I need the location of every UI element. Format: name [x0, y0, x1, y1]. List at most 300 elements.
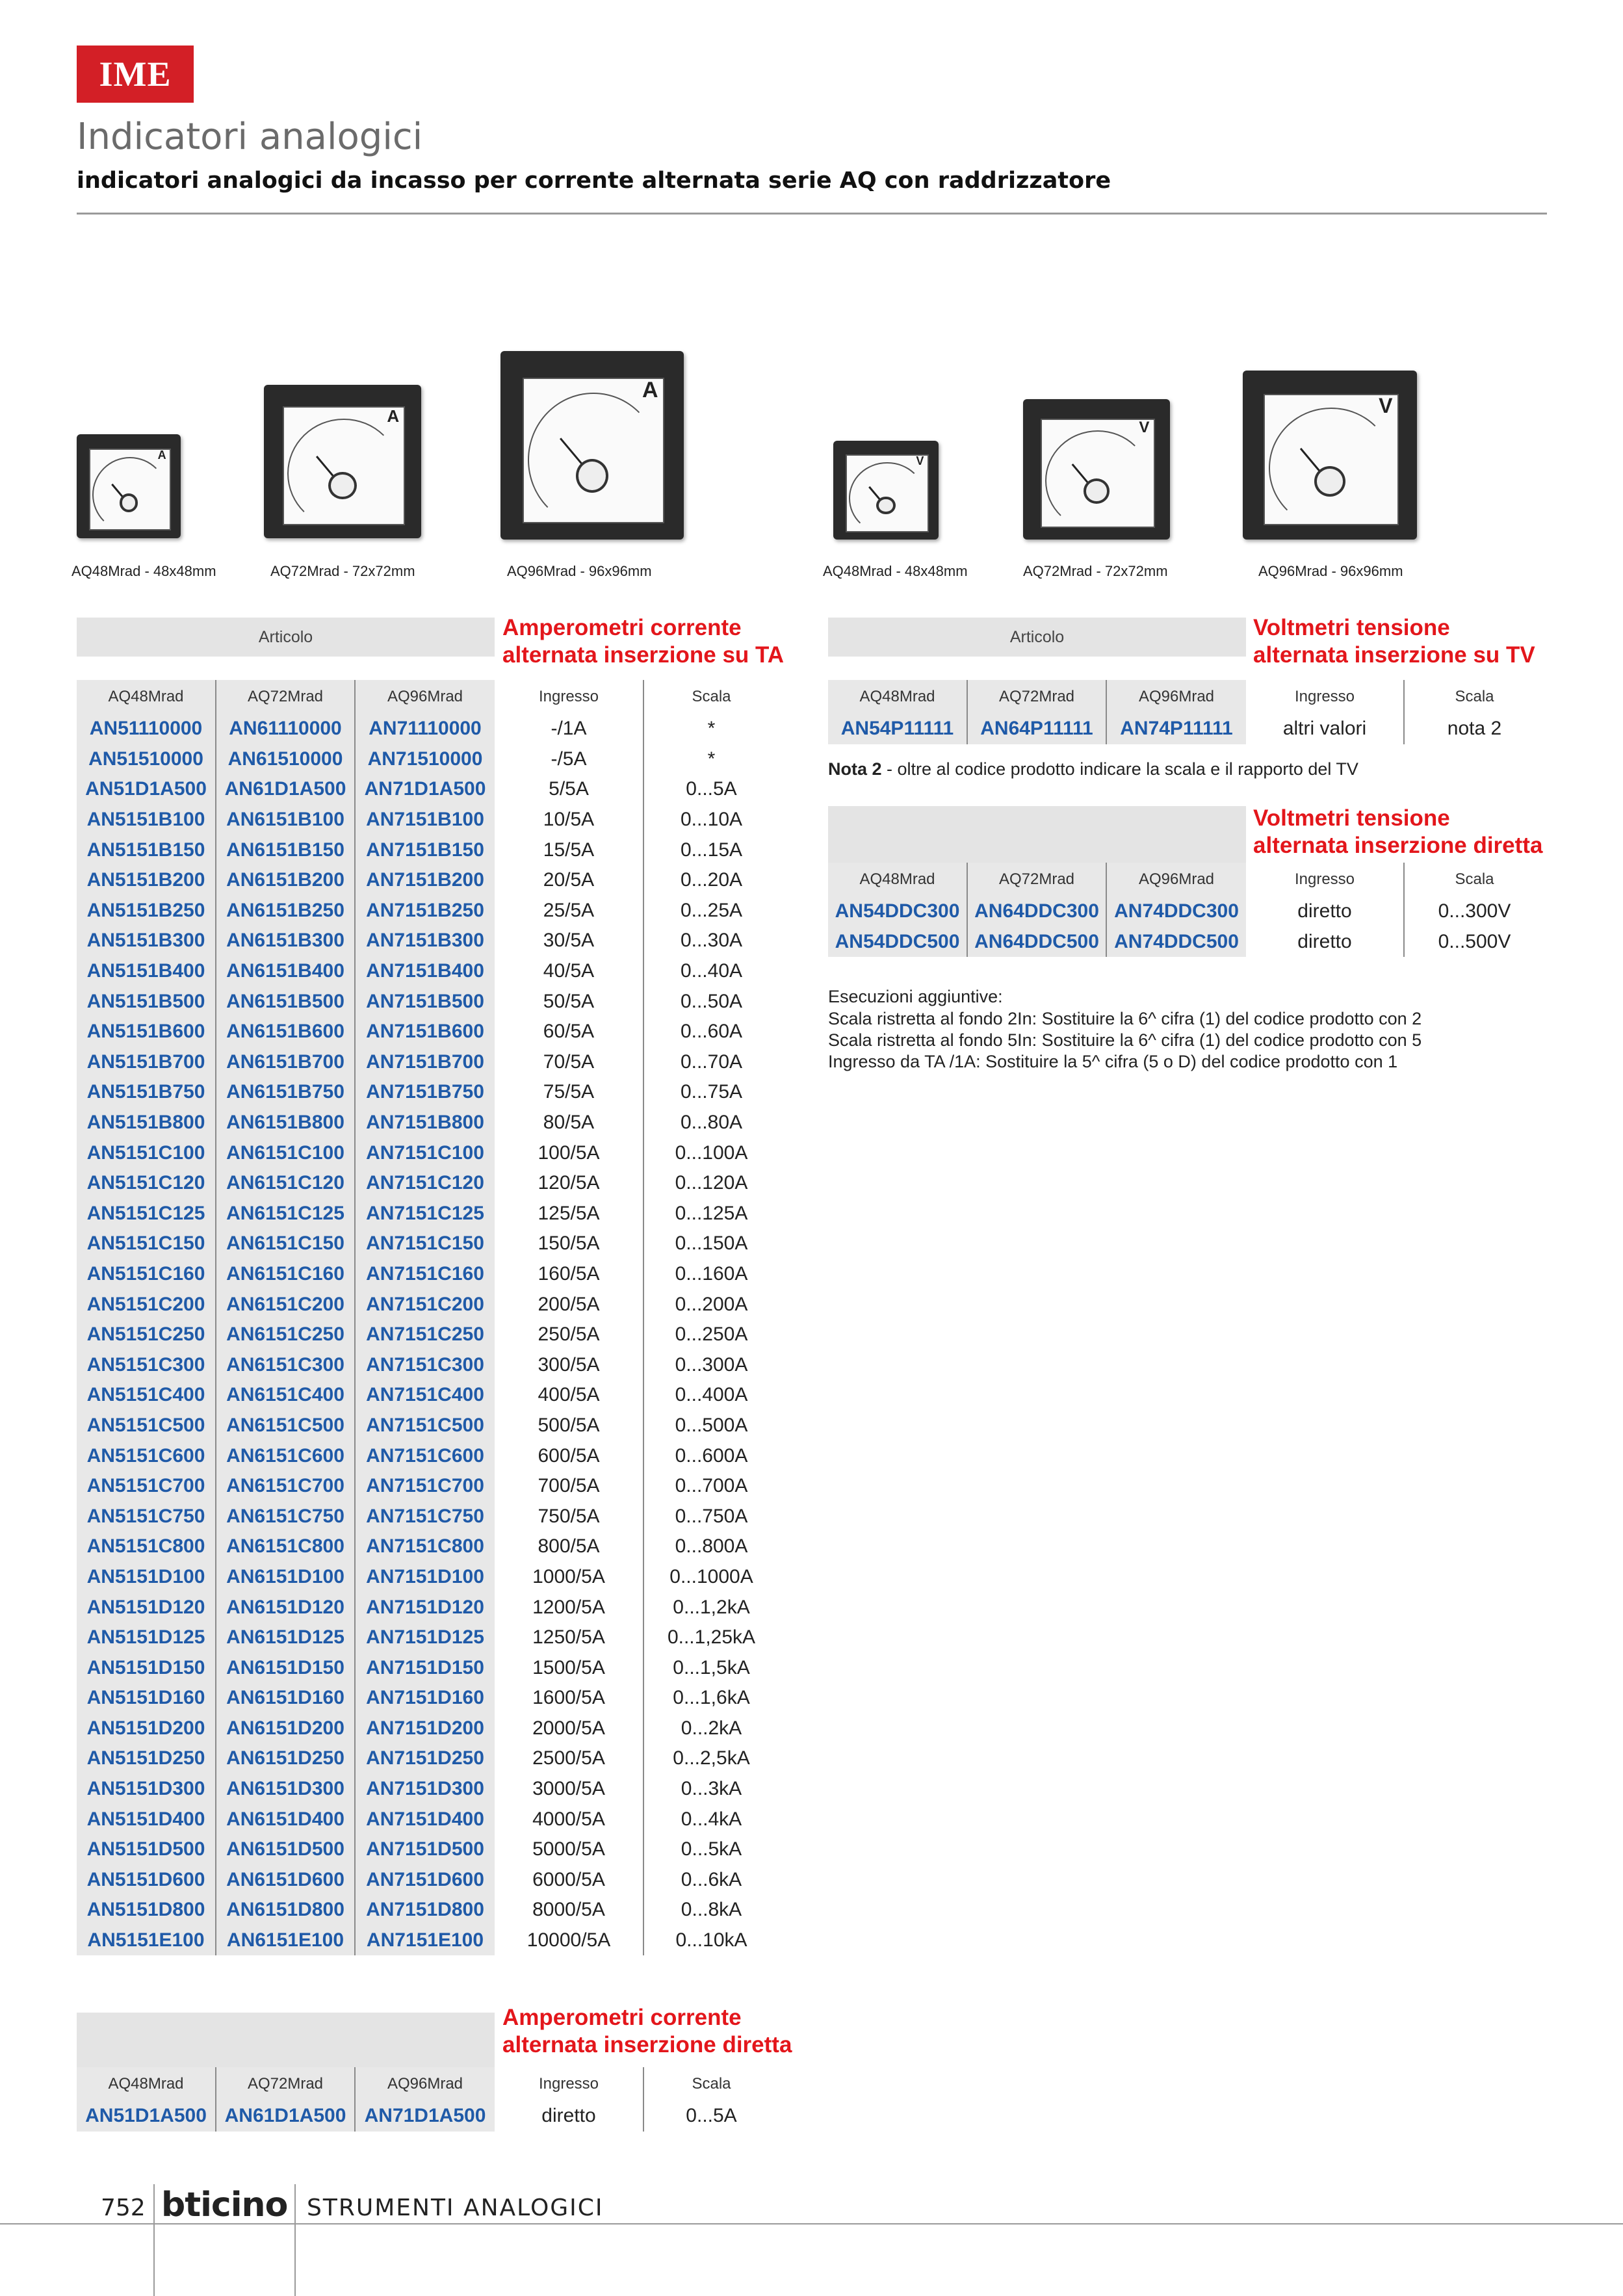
scala-value: 0...750A — [675, 1505, 748, 1527]
product-code: AN5151B300 — [77, 926, 216, 956]
ingresso-value: 600/5A — [495, 1441, 643, 1471]
table-row — [77, 865, 779, 896]
volt-tv-articolo-bar — [828, 618, 1246, 657]
volt-tv-table — [828, 680, 1544, 744]
scala-value: nota 2 — [1447, 718, 1502, 740]
product-code: AN5151C100 — [77, 1138, 216, 1168]
table-row — [77, 986, 779, 1017]
product-code: AN6151D120 — [216, 1592, 355, 1623]
product-code: AN5151C300 — [77, 1350, 216, 1380]
scala-value: 0...1,25kA — [667, 1626, 756, 1649]
product-code: AN61110000 — [216, 714, 355, 744]
product-code: AN7151B150 — [355, 835, 495, 865]
scala-value: 0...160A — [675, 1262, 748, 1285]
table-row — [77, 1623, 779, 1653]
ingresso-value: 80/5A — [495, 1108, 643, 1138]
table-row — [77, 1714, 779, 1744]
table-row — [77, 1592, 779, 1623]
product-code: AN6151B500 — [216, 986, 355, 1017]
product-code: AN5151C200 — [77, 1289, 216, 1320]
scala-value: 0...1,6kA — [673, 1687, 750, 1709]
product-code: AN6151B100 — [216, 805, 355, 835]
product-code: AN6151D400 — [216, 1804, 355, 1834]
product-code: AN5151C750 — [77, 1501, 216, 1532]
product-code: AN6151D250 — [216, 1743, 355, 1774]
product-code: AN5151D125 — [77, 1623, 216, 1653]
table-row — [77, 1471, 779, 1502]
scala-value: 0...20A — [680, 869, 743, 891]
scala-value: 0...1000A — [669, 1565, 753, 1587]
product-code: AN6151B200 — [216, 865, 355, 896]
table-row — [77, 1108, 779, 1138]
product-code: AN5151B800 — [77, 1108, 216, 1138]
product-code: AN6151C200 — [216, 1289, 355, 1320]
ingresso-value: 200/5A — [495, 1289, 643, 1320]
product-code: AN5151C120 — [77, 1168, 216, 1199]
volt-direct-title: Voltmetri tensione alternata inserzione diretta — [1253, 805, 1543, 858]
product-code: AN5151B500 — [77, 986, 216, 1017]
product-code: AN6151B700 — [216, 1047, 355, 1078]
extra-title: Esecuzioni aggiuntive: — [828, 987, 1003, 1006]
product-code: AN7151B700 — [355, 1047, 495, 1078]
scala-value: 0...125A — [675, 1202, 748, 1224]
table-row — [77, 1289, 779, 1320]
scala-value: 0...120A — [675, 1172, 748, 1194]
table-header-row — [828, 863, 1544, 896]
product-code: AN5151C125 — [77, 1199, 216, 1229]
ingresso-value: 160/5A — [495, 1259, 643, 1290]
ingresso-value: 15/5A — [495, 835, 643, 865]
product-code: AN6151C700 — [216, 1471, 355, 1502]
ingresso-value: altri valori — [1246, 714, 1404, 744]
product-code: AN6151C300 — [216, 1350, 355, 1380]
table-row — [77, 1320, 779, 1350]
product-code: AN54DDC500 — [828, 927, 967, 958]
product-code: AN54P11111 — [828, 714, 967, 744]
product-code: AN7151D150 — [355, 1652, 495, 1683]
product-code: AN7151C125 — [355, 1199, 495, 1229]
table-row — [77, 1865, 779, 1896]
ingresso-value: 70/5A — [495, 1047, 643, 1078]
scala-value: 0...800A — [675, 1535, 748, 1558]
caption-amp-96: AQ96Mrad - 96x96mm — [507, 563, 652, 579]
product-code: AN7151C160 — [355, 1259, 495, 1290]
ingresso-value: 6000/5A — [495, 1865, 643, 1896]
product-code: AN5151B600 — [77, 1017, 216, 1047]
product-code: AN6151B600 — [216, 1017, 355, 1047]
column-header: AQ72Mrad — [967, 863, 1106, 896]
ingresso-value: 300/5A — [495, 1350, 643, 1380]
table-header-row — [77, 2067, 779, 2101]
ingresso-value: 800/5A — [495, 1532, 643, 1562]
ime-logo: IME — [77, 46, 194, 103]
product-code: AN5151D160 — [77, 1683, 216, 1714]
product-code: AN5151D120 — [77, 1592, 216, 1623]
table-row — [77, 1259, 779, 1290]
product-code: AN7151C400 — [355, 1380, 495, 1411]
product-code: AN5151C700 — [77, 1471, 216, 1502]
product-code: AN6151C120 — [216, 1168, 355, 1199]
caption-volt-48: AQ48Mrad - 48x48mm — [823, 563, 968, 579]
product-code: AN6151C800 — [216, 1532, 355, 1562]
product-code: AN5151E100 — [77, 1925, 216, 1956]
scala-value: 0...2kA — [681, 1717, 742, 1739]
scala-value: 0...25A — [680, 899, 743, 921]
product-code: AN7151B600 — [355, 1017, 495, 1047]
product-code: AN6151D150 — [216, 1652, 355, 1683]
product-code: AN6151B250 — [216, 896, 355, 926]
articolo-label: Articolo — [1009, 628, 1065, 646]
ingresso-value: 25/5A — [495, 896, 643, 926]
scala-value: 0...5kA — [681, 1838, 742, 1860]
extra-line-3: Ingresso da TA /1A: Sostituire la 5^ cifra (5 o D) del codice prodotto con 1 — [828, 1052, 1398, 1071]
product-code: AN7151C750 — [355, 1501, 495, 1532]
column-header: Scala — [692, 2075, 731, 2093]
product-code: AN71D1A500 — [355, 774, 495, 805]
table-row — [77, 744, 779, 775]
product-code: AN6151C125 — [216, 1199, 355, 1229]
column-header: AQ72Mrad — [216, 680, 355, 714]
scala-value: 0...5A — [686, 2105, 737, 2127]
product-code: AN5151D100 — [77, 1562, 216, 1593]
ingresso-value: 10000/5A — [495, 1925, 643, 1956]
ingresso-value: 1000/5A — [495, 1562, 643, 1593]
scala-value: 0...60A — [680, 1021, 743, 1043]
nota-2-text: - oltre al codice prodotto indicare la scala e il rapporto del TV — [881, 759, 1358, 779]
table-row — [77, 1501, 779, 1532]
ingresso-value: 30/5A — [495, 926, 643, 956]
table-row — [77, 835, 779, 865]
product-code: AN71D1A500 — [355, 2101, 495, 2132]
ingresso-value: 100/5A — [495, 1138, 643, 1168]
column-header: AQ96Mrad — [1106, 680, 1246, 714]
table-row — [77, 1774, 779, 1805]
table-row — [77, 1229, 779, 1259]
product-code: AN7151C200 — [355, 1289, 495, 1320]
product-code: AN64DDC300 — [967, 896, 1106, 927]
product-code: AN7151C100 — [355, 1138, 495, 1168]
scala-value: 0...75A — [680, 1081, 743, 1103]
extra-line-2: Scala ristretta al fondo 5In: Sostituire la 6^ cifra (1) del codice prodotto con 5 — [828, 1030, 1422, 1050]
volt-direct-table — [828, 863, 1544, 957]
ingresso-value: 750/5A — [495, 1501, 643, 1532]
scala-value: 0...1,5kA — [673, 1656, 750, 1678]
product-code: AN61D1A500 — [216, 2101, 355, 2132]
column-header: Scala — [1455, 870, 1494, 888]
column-header: Ingresso — [495, 680, 643, 714]
product-code: AN7151C700 — [355, 1471, 495, 1502]
table-row — [77, 1683, 779, 1714]
amp-ta-table — [77, 680, 779, 1955]
scala-value: 0...6kA — [681, 1868, 742, 1890]
scala-value: 0...600A — [675, 1444, 748, 1467]
ingresso-value: 125/5A — [495, 1199, 643, 1229]
bticino-logo: bticino — [161, 2185, 288, 2224]
amp-ta-title: Amperometri corrente alternata inserzione su TA — [502, 615, 785, 668]
table-row — [77, 1168, 779, 1199]
product-code: AN6151D100 — [216, 1562, 355, 1593]
scala-value: 0...100A — [675, 1141, 748, 1164]
ingresso-value: 150/5A — [495, 1229, 643, 1259]
table-row — [828, 714, 1544, 744]
ingresso-value: 75/5A — [495, 1077, 643, 1108]
nota-2 — [828, 759, 1358, 779]
scala-value: 0...500V — [1438, 930, 1511, 952]
scala-value: * — [707, 718, 716, 740]
product-code: AN5151C500 — [77, 1411, 216, 1441]
scala-value: 0...300A — [675, 1353, 748, 1376]
product-code: AN7151C150 — [355, 1229, 495, 1259]
table-row — [77, 1411, 779, 1441]
product-code: AN6151B400 — [216, 956, 355, 987]
scala-value: 0...200A — [675, 1293, 748, 1315]
ingresso-value: 10/5A — [495, 805, 643, 835]
product-code: AN61510000 — [216, 744, 355, 775]
scala-value: 0...150A — [675, 1233, 748, 1255]
product-code: AN7151C250 — [355, 1320, 495, 1350]
voltmeter-96-image: V — [1243, 371, 1417, 540]
product-code: AN7151C120 — [355, 1168, 495, 1199]
product-code: AN6151E100 — [216, 1925, 355, 1956]
page-number: 752 — [101, 2195, 146, 2221]
column-header: AQ48Mrad — [828, 680, 967, 714]
product-code: AN6151B750 — [216, 1077, 355, 1108]
product-code: AN7151D160 — [355, 1683, 495, 1714]
footer-divider-1 — [153, 2184, 155, 2296]
ingresso-value: diretto — [1246, 896, 1404, 927]
amp-direct-table — [77, 2067, 779, 2132]
ingresso-value: 5/5A — [495, 774, 643, 805]
caption-volt-72: AQ72Mrad - 72x72mm — [1023, 563, 1168, 579]
product-code: AN51510000 — [77, 744, 216, 775]
scala-value: 0...40A — [680, 960, 743, 982]
caption-volt-96: AQ96Mrad - 96x96mm — [1258, 563, 1403, 579]
table-row — [77, 1895, 779, 1925]
product-code: AN7151D800 — [355, 1895, 495, 1925]
product-code: AN51D1A500 — [77, 2101, 216, 2132]
amp-direct-gray-bar — [77, 2013, 495, 2070]
table-row — [77, 956, 779, 987]
product-code: AN5151B200 — [77, 865, 216, 896]
product-code: AN7151C600 — [355, 1441, 495, 1471]
product-code: AN6151C400 — [216, 1380, 355, 1411]
scala-value: 0...500A — [675, 1414, 748, 1436]
table-row — [77, 1652, 779, 1683]
column-header: AQ72Mrad — [216, 2067, 355, 2101]
voltmeter-72-image: V — [1023, 399, 1170, 540]
product-code: AN5151C400 — [77, 1380, 216, 1411]
product-code: AN6151D125 — [216, 1623, 355, 1653]
scala-value: 0...80A — [680, 1112, 743, 1134]
product-code: AN7151D200 — [355, 1714, 495, 1744]
product-code: AN7151C500 — [355, 1411, 495, 1441]
product-code: AN7151D100 — [355, 1562, 495, 1593]
product-code: AN7151D500 — [355, 1834, 495, 1865]
product-code: AN6151D500 — [216, 1834, 355, 1865]
column-header: AQ96Mrad — [1106, 863, 1246, 896]
ingresso-value: -/1A — [495, 714, 643, 744]
product-code: AN5151D800 — [77, 1895, 216, 1925]
product-code: AN5151D500 — [77, 1834, 216, 1865]
amp-direct-title: Amperometri corrente alternata inserzione diretta — [502, 2005, 792, 2057]
ingresso-value: 4000/5A — [495, 1804, 643, 1834]
ingresso-value: 50/5A — [495, 986, 643, 1017]
product-code: AN7151B100 — [355, 805, 495, 835]
table-row — [77, 805, 779, 835]
scala-value: 0...70A — [680, 1050, 743, 1073]
product-code: AN6151D300 — [216, 1774, 355, 1805]
product-code: AN6151B300 — [216, 926, 355, 956]
ingresso-value: 20/5A — [495, 865, 643, 896]
table-row — [77, 1532, 779, 1562]
scala-value: 0...50A — [680, 990, 743, 1012]
product-code: AN5151C150 — [77, 1229, 216, 1259]
product-code: AN5151C600 — [77, 1441, 216, 1471]
product-code: AN6151C500 — [216, 1411, 355, 1441]
product-code: AN7151B500 — [355, 986, 495, 1017]
product-code: AN61D1A500 — [216, 774, 355, 805]
product-code: AN5151B150 — [77, 835, 216, 865]
voltmeter-48-image: V — [833, 441, 939, 540]
product-code: AN6151C160 — [216, 1259, 355, 1290]
product-code: AN7151B800 — [355, 1108, 495, 1138]
product-code: AN5151D150 — [77, 1652, 216, 1683]
product-code: AN6151D800 — [216, 1895, 355, 1925]
ingresso-value: 40/5A — [495, 956, 643, 987]
column-header: AQ48Mrad — [828, 863, 967, 896]
column-header: Ingresso — [1246, 863, 1404, 896]
caption-amp-72: AQ72Mrad - 72x72mm — [270, 563, 415, 579]
volt-direct-gray-bar — [828, 806, 1246, 863]
product-code: AN5151D200 — [77, 1714, 216, 1744]
product-code: AN71110000 — [355, 714, 495, 744]
articolo-label: Articolo — [258, 628, 313, 646]
header-rule — [77, 213, 1547, 215]
product-code: AN6151C600 — [216, 1441, 355, 1471]
column-header: Ingresso — [1246, 680, 1404, 714]
table-row — [828, 896, 1544, 927]
table-row — [77, 1077, 779, 1108]
product-code: AN6151D160 — [216, 1683, 355, 1714]
column-header: Scala — [1455, 688, 1494, 705]
product-code: AN6151B800 — [216, 1108, 355, 1138]
ingresso-value: 500/5A — [495, 1411, 643, 1441]
product-code: AN7151D250 — [355, 1743, 495, 1774]
product-code: AN7151B300 — [355, 926, 495, 956]
scala-value: 0...10kA — [675, 1929, 747, 1951]
ingresso-value: 5000/5A — [495, 1834, 643, 1865]
volt-tv-title: Voltmetri tensione alternata inserzione su TV — [1253, 615, 1535, 668]
table-row — [77, 1380, 779, 1411]
ingresso-value: 2000/5A — [495, 1714, 643, 1744]
scala-value: 0...1,2kA — [673, 1596, 750, 1618]
scala-value: 0...250A — [675, 1324, 748, 1346]
scala-value: 0...2,5kA — [673, 1747, 750, 1769]
extra-line-1: Scala ristretta al fondo 2In: Sostituire la 6^ cifra (1) del codice prodotto con 2 — [828, 1009, 1422, 1028]
scala-value: 0...30A — [680, 930, 743, 952]
product-code: AN6151D600 — [216, 1865, 355, 1896]
table-row — [77, 1834, 779, 1865]
product-code: AN5151D600 — [77, 1865, 216, 1896]
scala-value: 0...10A — [680, 809, 743, 831]
table-row — [77, 1925, 779, 1956]
caption-amp-48: AQ48Mrad - 48x48mm — [71, 563, 216, 579]
ingresso-value: diretto — [495, 2101, 643, 2132]
nota-2-label: Nota 2 — [828, 759, 882, 779]
page-subtitle: indicatori analogici da incasso per corrente alternata serie AQ con raddrizzatore — [77, 168, 1111, 194]
column-header: AQ96Mrad — [355, 680, 495, 714]
column-header: AQ96Mrad — [355, 2067, 495, 2101]
ingresso-value: 1250/5A — [495, 1623, 643, 1653]
ammeter-48-image: A — [77, 434, 181, 538]
product-code: AN7151C800 — [355, 1532, 495, 1562]
product-code: AN7151E100 — [355, 1925, 495, 1956]
table-row — [828, 927, 1544, 958]
ingresso-value: 8000/5A — [495, 1895, 643, 1925]
table-row — [77, 1743, 779, 1774]
section-name: STRUMENTI ANALOGICI — [307, 2195, 604, 2221]
product-code: AN54DDC300 — [828, 896, 967, 927]
ammeter-96-image: A — [500, 351, 684, 540]
product-code: AN7151D120 — [355, 1592, 495, 1623]
scala-value: 0...400A — [675, 1384, 748, 1406]
product-code: AN6151C750 — [216, 1501, 355, 1532]
product-code: AN6151B150 — [216, 835, 355, 865]
ingresso-value: diretto — [1246, 927, 1404, 958]
column-header: Scala — [692, 688, 731, 705]
product-code: AN7151D600 — [355, 1865, 495, 1896]
table-row — [77, 2101, 779, 2132]
product-code: AN51D1A500 — [77, 774, 216, 805]
table-row — [77, 1350, 779, 1380]
ingresso-value: 400/5A — [495, 1380, 643, 1411]
table-row — [77, 1199, 779, 1229]
table-row — [77, 1138, 779, 1168]
ammeter-72-image: A — [264, 385, 421, 538]
ingresso-value: 120/5A — [495, 1168, 643, 1199]
product-code: AN6151C250 — [216, 1320, 355, 1350]
ingresso-value: 700/5A — [495, 1471, 643, 1502]
ingresso-value: 1500/5A — [495, 1652, 643, 1683]
product-code: AN6151C150 — [216, 1229, 355, 1259]
table-row — [77, 1804, 779, 1834]
product-code: AN64DDC500 — [967, 927, 1106, 958]
table-row — [77, 1562, 779, 1593]
product-code: AN7151D300 — [355, 1774, 495, 1805]
product-code: AN5151B750 — [77, 1077, 216, 1108]
ingresso-value: 3000/5A — [495, 1774, 643, 1805]
scala-value: * — [707, 748, 716, 770]
column-header: AQ72Mrad — [967, 680, 1106, 714]
product-code: AN7151B250 — [355, 896, 495, 926]
scala-value: 0...5A — [686, 778, 737, 800]
column-header: AQ48Mrad — [77, 2067, 216, 2101]
ingresso-value: 250/5A — [495, 1320, 643, 1350]
scala-value: 0...3kA — [681, 1778, 742, 1800]
table-row — [77, 1017, 779, 1047]
product-code: AN64P11111 — [967, 714, 1106, 744]
product-code: AN5151D300 — [77, 1774, 216, 1805]
product-code: AN5151B100 — [77, 805, 216, 835]
table-row — [77, 714, 779, 744]
table-row — [77, 774, 779, 805]
product-code: AN5151C800 — [77, 1532, 216, 1562]
product-code: AN5151C250 — [77, 1320, 216, 1350]
ingresso-value: 1200/5A — [495, 1592, 643, 1623]
column-header: AQ48Mrad — [77, 680, 216, 714]
ingresso-value: -/5A — [495, 744, 643, 775]
ingresso-value: 1600/5A — [495, 1683, 643, 1714]
